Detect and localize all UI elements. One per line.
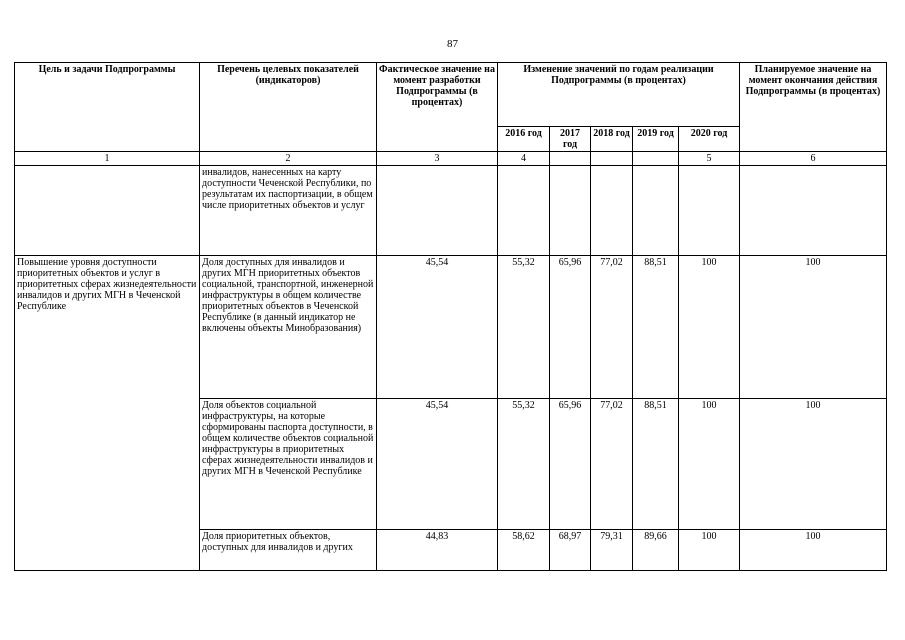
value-2020 [679, 166, 740, 256]
value-2017: 65,96 [550, 256, 591, 399]
column-number: 4 [498, 152, 550, 166]
value-2017: 65,96 [550, 399, 591, 530]
value-2020: 100 [679, 399, 740, 530]
value-2016: 58,62 [498, 530, 550, 571]
header-planned: Планируемое значение на момент окончания действия Подпрограммы (в процентах) [740, 63, 887, 152]
indicator-cell: Доля доступных для инвалидов и других МГН приоритетных объектов социальной, транспортной, инженерной инфраструктуры в общем количестве приоритетных объектов в Чеченской Республике (в данный индикатор не включены объекты Минобразования) [200, 256, 377, 399]
value-2020: 100 [679, 256, 740, 399]
value-2019: 88,51 [633, 256, 679, 399]
value-2020: 100 [679, 530, 740, 571]
actual-value: 45,54 [377, 256, 498, 399]
column-number: 2 [200, 152, 377, 166]
column-number: 1 [15, 152, 200, 166]
header-year-2018: 2018 год [591, 127, 633, 152]
value-2019: 89,66 [633, 530, 679, 571]
value-2018: 79,31 [591, 530, 633, 571]
indicators-table [14, 62, 887, 571]
value-2019: 88,51 [633, 399, 679, 530]
planned-value: 100 [740, 399, 887, 530]
table-row [15, 166, 887, 256]
goal-cell [15, 166, 200, 256]
value-2019 [633, 166, 679, 256]
planned-value [740, 166, 887, 256]
planned-value: 100 [740, 530, 887, 571]
header-change: Изменение значений по годам реализации Подпрограммы (в процентах) [498, 63, 740, 127]
header-year-2016: 2016 год [498, 127, 550, 152]
value-2016: 55,32 [498, 399, 550, 530]
column-number [550, 152, 591, 166]
value-2016 [498, 166, 550, 256]
table-row [15, 256, 887, 399]
column-number: 5 [679, 152, 740, 166]
header-indicators: Перечень целевых показателей (индикаторов) [200, 63, 377, 152]
column-number [591, 152, 633, 166]
column-number: 3 [377, 152, 498, 166]
actual-value: 44,83 [377, 530, 498, 571]
value-2018: 77,02 [591, 399, 633, 530]
header-actual: Фактическое значение на момент разработки Подпрограммы (в процентах) [377, 63, 498, 152]
actual-value: 45,54 [377, 399, 498, 530]
header-year-2019: 2019 год [633, 127, 679, 152]
indicator-cell: Доля приоритетных объектов, доступных для инвалидов и других [200, 530, 377, 571]
header-year-2020: 2020 год [679, 127, 740, 152]
value-2018 [591, 166, 633, 256]
value-2017: 68,97 [550, 530, 591, 571]
page-number: 87 [447, 38, 458, 50]
value-2018: 77,02 [591, 256, 633, 399]
value-2017 [550, 166, 591, 256]
column-numbers-row [15, 152, 887, 166]
indicator-cell: Доля объектов социальной инфраструктуры, на которые сформированы паспорта доступности, в общем количестве объектов социальной инфраструктуры в приоритетных сферах жизнедеятельности инвалидов и других МГН в Чеченской Республике [200, 399, 377, 530]
goal-cell: Повышение уровня доступности приоритетных объектов и услуг в приоритетных сферах жизнедеятельности инвалидов и других МГН в Чеченской Республике [15, 256, 200, 571]
value-2016: 55,32 [498, 256, 550, 399]
column-number [633, 152, 679, 166]
planned-value: 100 [740, 256, 887, 399]
column-number: 6 [740, 152, 887, 166]
actual-value [377, 166, 498, 256]
header-goal: Цель и задачи Подпрограммы [15, 63, 200, 152]
header-year-2017: 2017 год [550, 127, 591, 152]
indicator-cell: инвалидов, нанесенных на карту доступности Чеченской Республики, по результатам их паспортизации, в общем числе приоритетных объектов и услуг [200, 166, 377, 256]
